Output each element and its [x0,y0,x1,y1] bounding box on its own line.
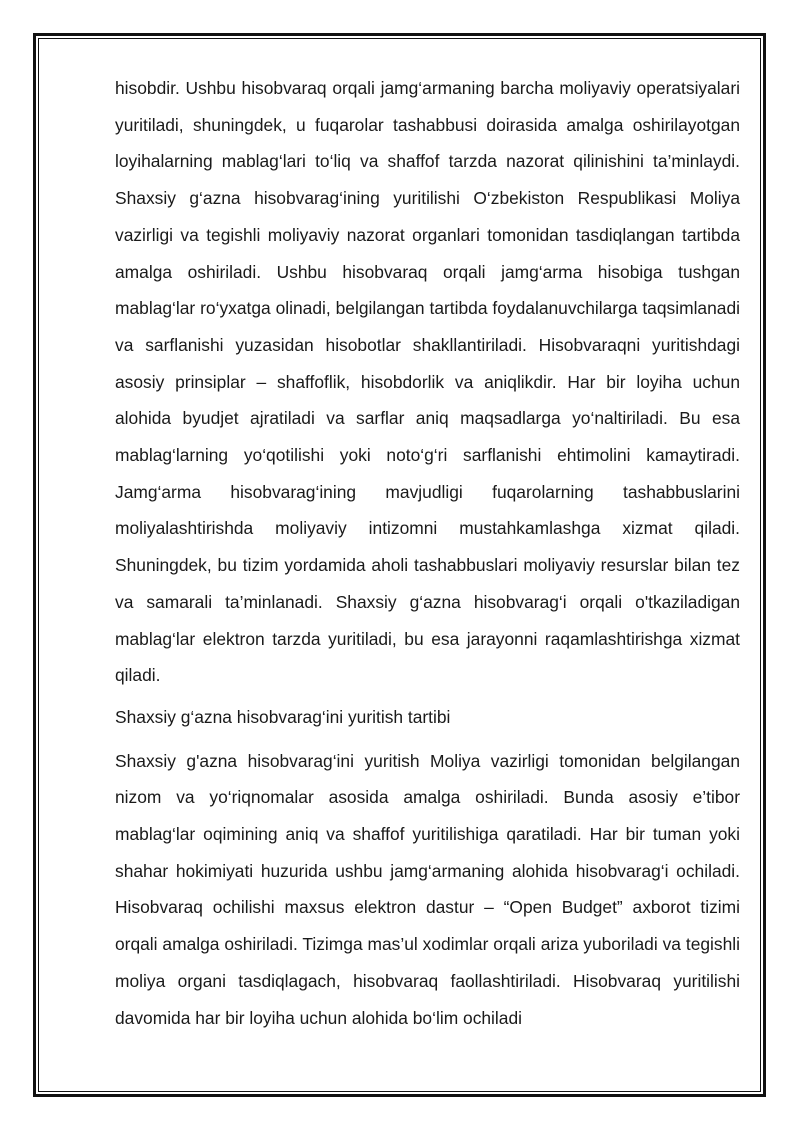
body-paragraph-1: hisobdir. Ushbu hisobvaraq orqali jamg‘armaning barcha moliyaviy operatsiyalari yuritiladi, shuningdek, u fuqarolar tashabbusi doirasida amalga oshirilayotgan loyihalarning mablag‘lari to‘liq va shaffof tarzda nazorat qilinishini ta’minlaydi. Shaxsiy g‘azna hisobvarag‘ining yuritilishi O‘zbekiston Respublikasi Moliya vazirligi va tegishli moliyaviy nazorat organlari tomonidan tasdiqlangan tartibda amalga oshiriladi. Ushbu hisobvaraq orqali jamg‘arma hisobiga tushgan mablag‘lar ro‘yxatga olinadi, belgilangan tartibda foydalanuvchilarga taqsimlanadi va sarflanishi yuzasidan hisobotlar shakllantiriladi. Hisobvaraqni yuritishdagi asosiy prinsiplar – shaffoflik, hisobdorlik va aniqlikdir. Har bir loyiha uchun alohida byudjet ajratiladi va sarflar aniq maqsadlarga yo‘naltiriladi. Bu esa mablag‘larning yo‘qotilishi yoki noto‘g‘ri sarflanishi ehtimolini kamaytiradi. Jamg‘arma hisobvarag‘ining mavjudligi fuqarolarning tashabbuslarini moliyalashtirishda moliyaviy intizomni mustahkamlashga xizmat qiladi. Shuningdek, bu tizim yordamida aholi tashabbuslari moliyaviy resurslar bilan tez va samarali ta’minlanadi. Shaxsiy g‘azna hisobvarag‘i orqali o'tkaziladigan mablag‘lar elektron tarzda yuritiladi, bu esa jarayonni raqamlashtirishga xizmat qiladi. [115,78,740,686]
section-heading: Shaxsiy g‘azna hisobvarag‘ini yuritish tartibi [115,706,451,727]
document-body [115,70,740,1036]
body-paragraph-2: Shaxsiy g'azna hisobvarag‘ini yuritish Moliya vazirligi tomonidan belgilangan nizom va yo‘riqnomalar asosida amalga oshiriladi. Bunda asosiy e’tibor mablag‘lar oqimining aniq va shaffof yuritilishiga qaratiladi. Har bir tuman yoki shahar hokimiyati huzurida ushbu jamg‘armaning alohida hisobvarag‘i ochiladi. Hisobvaraq ochilishi maxsus elektron dastur – “Open Budget” axborot tizimi orqali amalga oshiriladi. Tizimga mas’ul xodimlar orqali ariza yuboriladi va tegishli moliya organi tasdiqlagach, hisobvaraq faollashtiriladi. Hisobvaraq yuritilishi davomida har bir loyiha uchun alohida bo‘lim ochiladi [115,750,740,1028]
